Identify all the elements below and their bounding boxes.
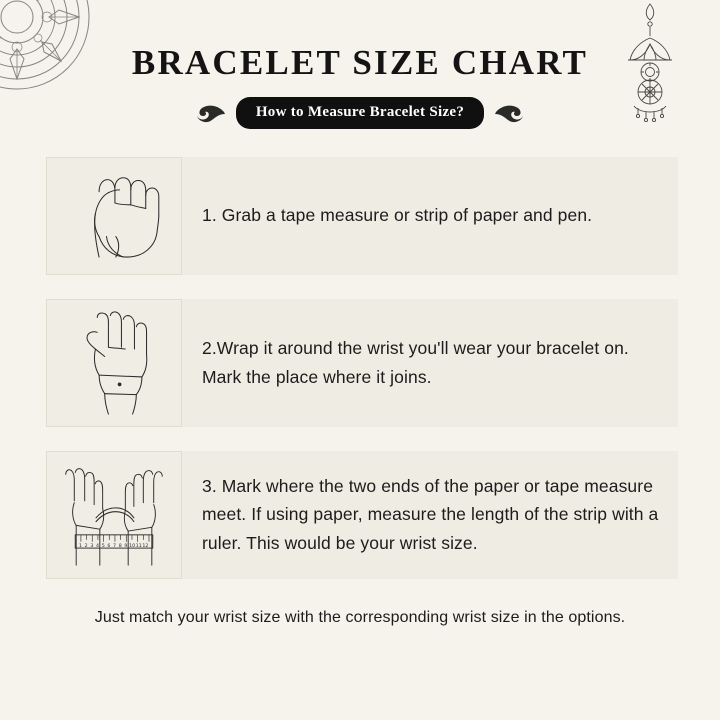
step-text-panel xyxy=(182,299,678,427)
svg-text:10: 10 xyxy=(129,543,136,549)
svg-text:9: 9 xyxy=(124,543,128,549)
svg-text:6: 6 xyxy=(107,543,111,549)
step-item xyxy=(46,451,678,579)
subtitle-pill: How to Measure Bracelet Size? xyxy=(236,97,484,129)
step-text-panel xyxy=(182,157,678,275)
swirl-flourish-right-icon xyxy=(494,101,524,125)
svg-text:8: 8 xyxy=(118,543,122,549)
svg-text:12: 12 xyxy=(142,543,149,549)
step-text: 2.Wrap it around the wrist you'll wear your bracelet on. Mark the place where it joins. xyxy=(202,338,629,387)
svg-text:3: 3 xyxy=(90,543,94,549)
page-title: BRACELET SIZE CHART xyxy=(131,43,589,82)
svg-text:5: 5 xyxy=(101,543,105,549)
steps-list xyxy=(0,157,720,579)
hand-with-tape-around-wrist-illustration xyxy=(46,299,182,427)
subtitle-row xyxy=(0,97,720,129)
svg-text:1: 1 xyxy=(79,543,83,549)
page-header xyxy=(0,0,720,129)
footer-note: Just match your wrist size with the corresponding wrist size in the options. xyxy=(94,608,626,626)
svg-text:11: 11 xyxy=(135,543,142,549)
svg-text:7: 7 xyxy=(113,543,117,549)
step-text: 1. Grab a tape measure or strip of paper and pen. xyxy=(202,205,593,226)
svg-text:4: 4 xyxy=(96,543,100,549)
step-item xyxy=(46,157,678,275)
step-item xyxy=(46,299,678,427)
closed-fist-hand-illustration xyxy=(46,157,182,275)
hands-measuring-paper-strip-with-ruler-illustration xyxy=(46,451,182,579)
step-text: 3. Mark where the two ends of the paper or tape measure meet. If using paper, measure the length of the strip with a ruler. This would be your wrist size. xyxy=(202,475,659,553)
svg-text:2: 2 xyxy=(84,543,88,549)
step-text-panel xyxy=(182,451,678,579)
swirl-flourish-left-icon xyxy=(196,101,226,125)
